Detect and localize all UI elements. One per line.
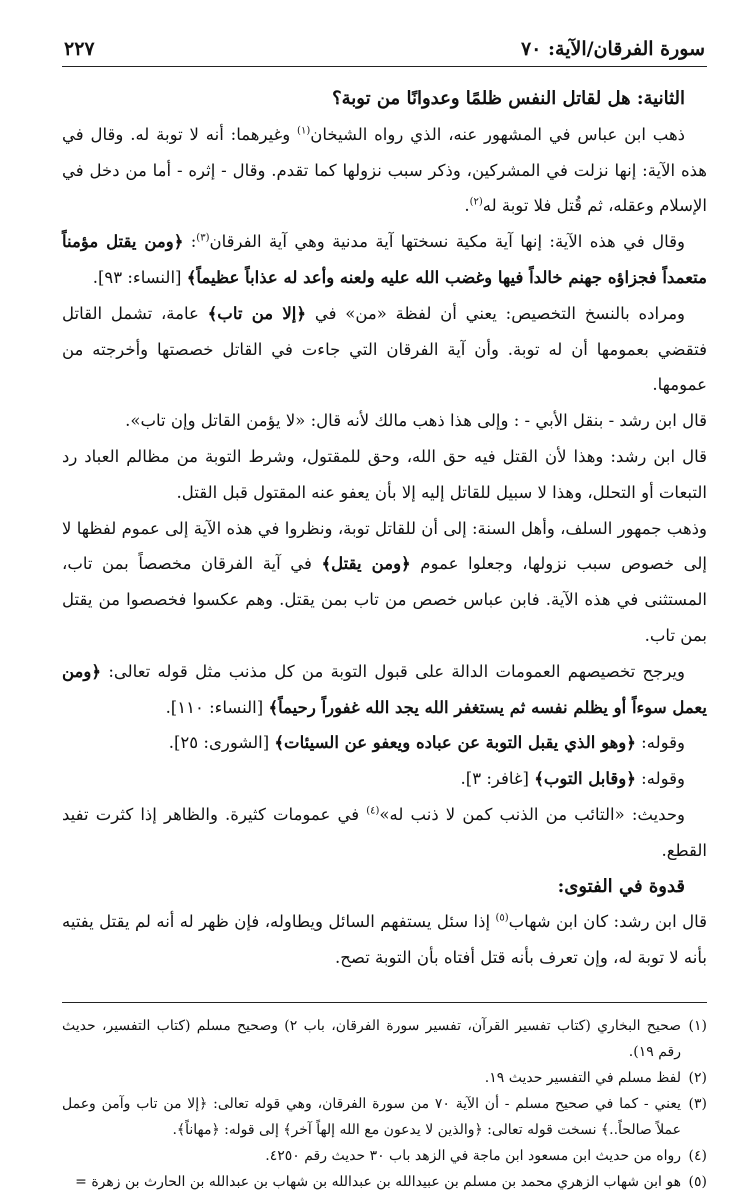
footnote-text: صحيح البخاري (كتاب تفسير القرآن، تفسير سورة الفرقان، باب ٢) وصحيح مسلم (كتاب التفسير، حديث رقم ١٩). xyxy=(62,1017,681,1060)
text-run: ويرجح تخصيصهم العمومات الدالة على قبول التوبة من كل مذنب مثل قوله تعالى: xyxy=(101,661,685,681)
section-heading-fatwa: قدوة في الفتوى: xyxy=(557,875,685,897)
main-text xyxy=(62,81,707,976)
text-run: عامة، تشمل القاتل فتقضي بعمومها أن له توبة. وأن آية الفرقان التي جاءت في القاتل خصصتها وأخرجته من عمومها. xyxy=(62,303,707,395)
text-run: إذا سئل يستفهم السائل ويطاوله، فإن ظهر له أنه لم يقتل يفتيه بأنه لا توبة له، وإن تعرف بأنه قتل أفتاه بأن التوبة تصح. xyxy=(62,912,707,968)
paragraph-ibn-rushd-2: قال ابن رشد: وهذا لأن القتل فيه حق الله، وحق للمقتول، وشرط التوبة من مظالم العباد رد التبعات أو التحلل، وهذا لا سبيل للقاتل إليه إلا بأن يعفو عنه المقتول قبل القتل. xyxy=(62,446,707,502)
text-run: وغيرهما: أنه لا توبة له. وقال في هذه الآية: إنها نزلت في المشركين، وذكر سبب نزولها كما تقدم. وقال - إثره - أما من دخل في الإسلام وعقله، ثم قُتل فلا توبة له xyxy=(62,124,707,216)
footnote-text: يعني - كما في صحيح مسلم - أن الآية ٧٠ من سورة الفرقان، وهي قوله تعالى: ﴿إلا من تاب وآمن وعمل عملاً صالحاً..﴾ نسخت قوله تعالى: ﴿والذين لا يدعون مع الله إلهاً آخر﴾ إلى قوله: ﴿مهاناً﴾. xyxy=(62,1095,681,1138)
footnote-text: رواه من حديث ابن مسعود ابن ماجة في الزهد باب ٣٠ حديث رقم ٤٢٥٠. xyxy=(265,1147,681,1164)
paragraph-hadith xyxy=(62,797,707,869)
quran-verse: ﴿وهو الذي يقبل التوبة عن عباده ويعفو عن السيئات﴾ xyxy=(274,733,636,753)
text-run: في عمومات كثيرة. والظاهر إذا كثرت تفيد القطع. xyxy=(62,804,707,860)
footnote-text: لفظ مسلم في التفسير حديث ١٩. xyxy=(484,1069,681,1086)
quran-verse: ﴿إلا من تاب﴾ xyxy=(207,303,307,323)
footnote-number: (٣) xyxy=(688,1095,707,1112)
paragraph-ibn-shihab xyxy=(62,904,707,976)
footnote-ref: (١) xyxy=(297,125,311,137)
text-run: قال ابن رشد: كان ابن شهاب xyxy=(508,912,707,932)
section-heading-repentance: الثانية: هل لقاتل النفس ظلمًا وعدوانًا من توبة؟ xyxy=(332,88,685,109)
text-run: وذهب جمهور السلف، وأهل السنة: إلى أن للقاتل توبة، ونظروا في هذه الآية إلى عموم لفظها لا إلى خصوص سبب نزولها، وجعلوا عموم xyxy=(62,518,707,574)
text-run: ذهب ابن عباس في المشهور عنه، الذي رواه الشيخان xyxy=(310,124,685,144)
paragraph-majority-view xyxy=(62,511,707,654)
paragraph-ibn-abbas xyxy=(62,117,707,224)
footnote-number: (٢) xyxy=(688,1069,707,1086)
text-run: في آية الفرقان مخصصاً بمن تاب، المستثنى في هذه الآية. فابن عباس خصص من تاب بمن يقتل. وهم عكسوا فخصصوا من يقتل بمن تاب. xyxy=(62,554,707,645)
text-run: وحديث: «التائب من الذنب كمن لا ذنب له» xyxy=(379,804,686,824)
text-run: . xyxy=(464,196,470,216)
header-title: سورة الفرقان/الآية: ٧٠ xyxy=(520,38,705,60)
paragraph-specification xyxy=(62,296,707,403)
running-header xyxy=(62,38,707,67)
verse-reference: [النساء: ٩٣]. xyxy=(92,267,187,287)
footnote-ref: (٥) xyxy=(495,912,509,924)
page-number: ٢٢٧ xyxy=(64,38,95,60)
footnotes xyxy=(62,1013,707,1195)
paragraph-abrogation xyxy=(62,224,707,296)
footnote-item xyxy=(62,1143,707,1169)
footnote-item xyxy=(62,1169,707,1195)
footnote-text: هو ابن شهاب الزهري محمد بن مسلم بن عبيدالله بن عبدالله بن شهاب بن عبدالله بن الحارث بن زهرة = xyxy=(75,1173,681,1190)
text-run: وقال في هذه الآية: إنها آية مكية نسختها آية مدنية وهي آية الفرقان xyxy=(209,232,685,252)
paragraph-verse-shura xyxy=(62,725,707,761)
text-run: وقوله: xyxy=(635,733,685,753)
paragraph-preponderance xyxy=(62,654,707,726)
footnote-item xyxy=(62,1065,707,1091)
footnote-ref: (٢) xyxy=(469,196,483,208)
verse-reference: [غافر: ٣]. xyxy=(460,769,535,789)
footnote-separator xyxy=(62,1002,707,1003)
text-run: : xyxy=(183,232,197,252)
footnote-number: (٤) xyxy=(688,1147,707,1164)
quran-verse: ﴿ومن يقتل﴾ xyxy=(321,554,411,574)
paragraph-verse-ghafir xyxy=(62,761,707,797)
footnote-number: (٥) xyxy=(688,1173,707,1190)
quran-verse: ﴿وقابل التوب﴾ xyxy=(534,769,636,789)
verse-reference: [النساء: ١١٠]. xyxy=(165,697,269,717)
footnote-ref: (٣) xyxy=(196,232,210,244)
footnote-item xyxy=(62,1013,707,1065)
quran-verse: ﴿ومن يقتل مؤمناً متعمداً فجزاؤه جهنم خالداً فيها وغضب الله عليه ولعنه وأعد له عذاباً عظيماً﴾ xyxy=(62,232,707,287)
footnote-number: (١) xyxy=(688,1017,707,1034)
paragraph-ibn-rushd-1: قال ابن رشد - بنقل الأبي - : وإلى هذا ذهب مالك لأنه قال: «لا يؤمن القاتل وإن تاب». xyxy=(125,411,707,431)
text-run: وقوله: xyxy=(635,769,685,789)
verse-reference: [الشورى: ٢٥]. xyxy=(168,733,275,753)
footnote-ref: (٤) xyxy=(366,805,380,817)
quran-verse: ﴿ومن يعمل سوءاً أو يظلم نفسه ثم يستغفر الله يجد الله غفوراً رحيماً﴾ xyxy=(62,661,707,717)
text-run: ومراده بالنسخ التخصيص: يعني أن لفظة «من» في xyxy=(306,303,685,323)
footnote-item xyxy=(62,1091,707,1143)
